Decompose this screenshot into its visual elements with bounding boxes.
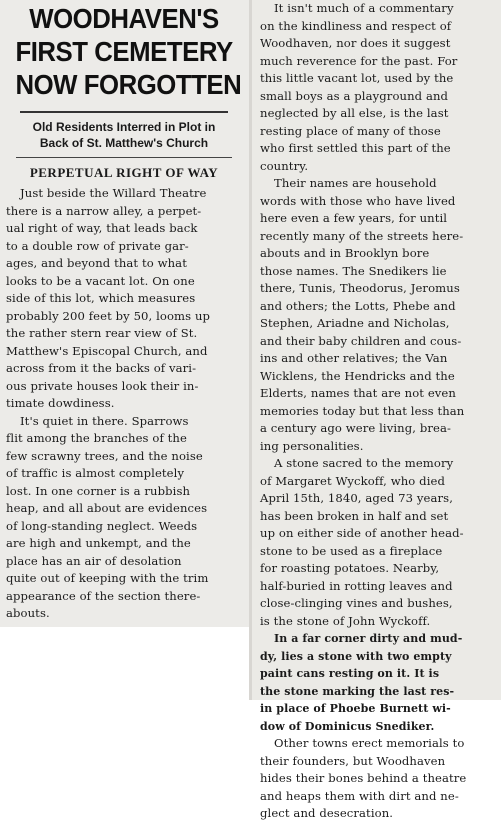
text-line: there is a narrow alley, a perpet- — [6, 203, 202, 218]
text-line: half-buried in rotting leaves and — [260, 578, 453, 593]
text-line: recently many of the streets here- — [260, 228, 464, 243]
text-line: across from it the backs of vari- — [6, 361, 197, 375]
text-line: Elderts, names that are not even — [260, 386, 456, 400]
text-line: and their baby children and cous- — [260, 333, 462, 348]
paragraph — [6, 185, 242, 413]
text-line: It's quiet in there. Sparrows — [20, 413, 189, 428]
text-line: of long-standing neglect. Weeds — [6, 518, 198, 533]
text-line: a century ago were living, brea- — [260, 421, 451, 435]
paragraph — [260, 630, 496, 735]
text-line: their founders, but Woodhaven — [260, 753, 446, 768]
headline-rule — [20, 111, 228, 113]
text-line: probably 200 feet by 50, looms up — [6, 308, 211, 323]
text-line: paint cans resting on it. It is — [260, 667, 440, 680]
text-line: Stephen, Ariadne and Nicholas, — [260, 316, 450, 330]
text-line: are high and unkempt, and the — [6, 536, 191, 550]
text-line: Other towns erect memorials to — [274, 736, 465, 750]
text-line: timate dowdiness. — [6, 396, 115, 410]
text-line: flit among the branches of the — [6, 431, 187, 445]
text-line: heap, and all about are evidences — [6, 501, 208, 515]
paragraph — [260, 0, 496, 175]
text-line: stone to be used as a fireplace — [260, 543, 443, 558]
text-line: words with those who have lived — [260, 193, 456, 208]
text-line: is the stone of John Wyckoff. — [260, 613, 431, 628]
subheadline-line: Old Residents Interred in Plot in — [32, 120, 216, 134]
text-line: small boys as a playground and — [260, 88, 449, 103]
text-line: of traffic is almost completely — [6, 466, 185, 480]
text-line: the rather stern rear view of St. — [6, 326, 198, 340]
text-line: memories today but that less than — [260, 403, 465, 418]
text-line: hides their bones behind a theatre — [260, 771, 467, 785]
left-column — [6, 0, 242, 623]
text-line: A stone sacred to the memory — [274, 456, 454, 470]
paragraph — [6, 413, 242, 623]
text-line: ual right of way, that leads back — [6, 221, 198, 235]
text-line: close-clinging vines and bushes, — [260, 596, 453, 610]
headline-line: WOODHAVEN'S — [29, 3, 219, 34]
headline — [15, 2, 242, 101]
text-line: has been broken in half and set — [260, 508, 449, 523]
text-line: It isn't much of a commentary — [274, 1, 454, 15]
text-line: dow of Dominicus Snediker. — [260, 719, 435, 733]
crosshead: PERPETUAL RIGHT OF WAY — [29, 165, 219, 180]
paragraph — [260, 455, 496, 630]
text-line: Woodhaven, nor does it suggest — [260, 36, 451, 50]
text-line: Matthew's Episcopal Church, and — [6, 343, 208, 358]
paragraph — [260, 735, 496, 823]
text-line: of Margaret Wyckoff, who died — [260, 473, 445, 488]
text-line: those names. The Snedikers lie — [260, 263, 447, 278]
paragraph — [260, 175, 496, 455]
text-line: and others; the Lotts, Phebe and — [260, 298, 456, 313]
text-line: up on either side of another head- — [260, 526, 464, 540]
text-line: abouts. — [6, 606, 50, 620]
text-line: here even a few years, for until — [260, 211, 448, 225]
text-line: on the kindliness and respect of — [260, 18, 452, 33]
text-line: neglected by all else, is the last — [260, 106, 449, 120]
text-line: in place of Phoebe Burnett wi- — [260, 702, 451, 715]
subheadline — [6, 119, 242, 151]
headline-line: NOW FORGOTTEN — [15, 69, 242, 100]
text-line: resting place of many of those — [260, 123, 441, 138]
text-line: the stone marking the last res- — [260, 684, 455, 698]
text-line: lost. In one corner is a rubbish — [6, 483, 191, 498]
text-line: there, Tunis, Theodorus, Jeromus — [260, 281, 460, 295]
text-line: Just beside the Willard Theatre — [20, 186, 207, 200]
text-line: and heaps them with dirt and ne- — [260, 788, 459, 803]
text-line: glect and desecration. — [260, 806, 394, 820]
text-line: ing personalities. — [260, 438, 364, 453]
text-line: quite out of keeping with the trim — [6, 571, 209, 585]
text-line: side of this lot, which measures — [6, 291, 196, 305]
text-line: In a far corner dirty and mud- — [274, 632, 463, 645]
text-line: dy, lies a stone with two empty — [260, 649, 452, 663]
subheadline-line: Back of St. Matthew's Church — [39, 136, 209, 150]
text-line: appearance of the section there- — [6, 588, 201, 603]
text-line: Their names are household — [274, 176, 437, 190]
text-line: ous private houses look their in- — [6, 378, 199, 393]
text-line: this little vacant lot, used by the — [260, 71, 454, 85]
column-divider — [249, 0, 252, 700]
text-line: place has an air of desolation — [6, 553, 182, 568]
text-line: April 15th, 1840, aged 73 years, — [260, 491, 454, 505]
text-line: Wicklens, the Hendricks and the — [260, 368, 455, 383]
text-line: few scrawny trees, and the noise — [6, 448, 203, 463]
text-line: ins and other relatives; the Van — [260, 351, 448, 365]
text-line: ages, and beyond that to what — [6, 256, 187, 270]
text-line: much reverence for the past. For — [260, 53, 458, 68]
headline-line: FIRST CEMETERY — [15, 36, 233, 67]
text-line: to a double row of private gar- — [6, 238, 189, 253]
text-line: looks to be a vacant lot. On one — [6, 273, 195, 288]
text-line: who first settled this part of the — [260, 141, 451, 155]
right-column — [260, 0, 496, 823]
text-line: for roasting potatoes. Nearby, — [260, 561, 440, 575]
text-line: abouts and in Brooklyn bore — [260, 246, 430, 260]
subheadline-rule — [16, 157, 232, 158]
text-line: country. — [260, 158, 309, 173]
